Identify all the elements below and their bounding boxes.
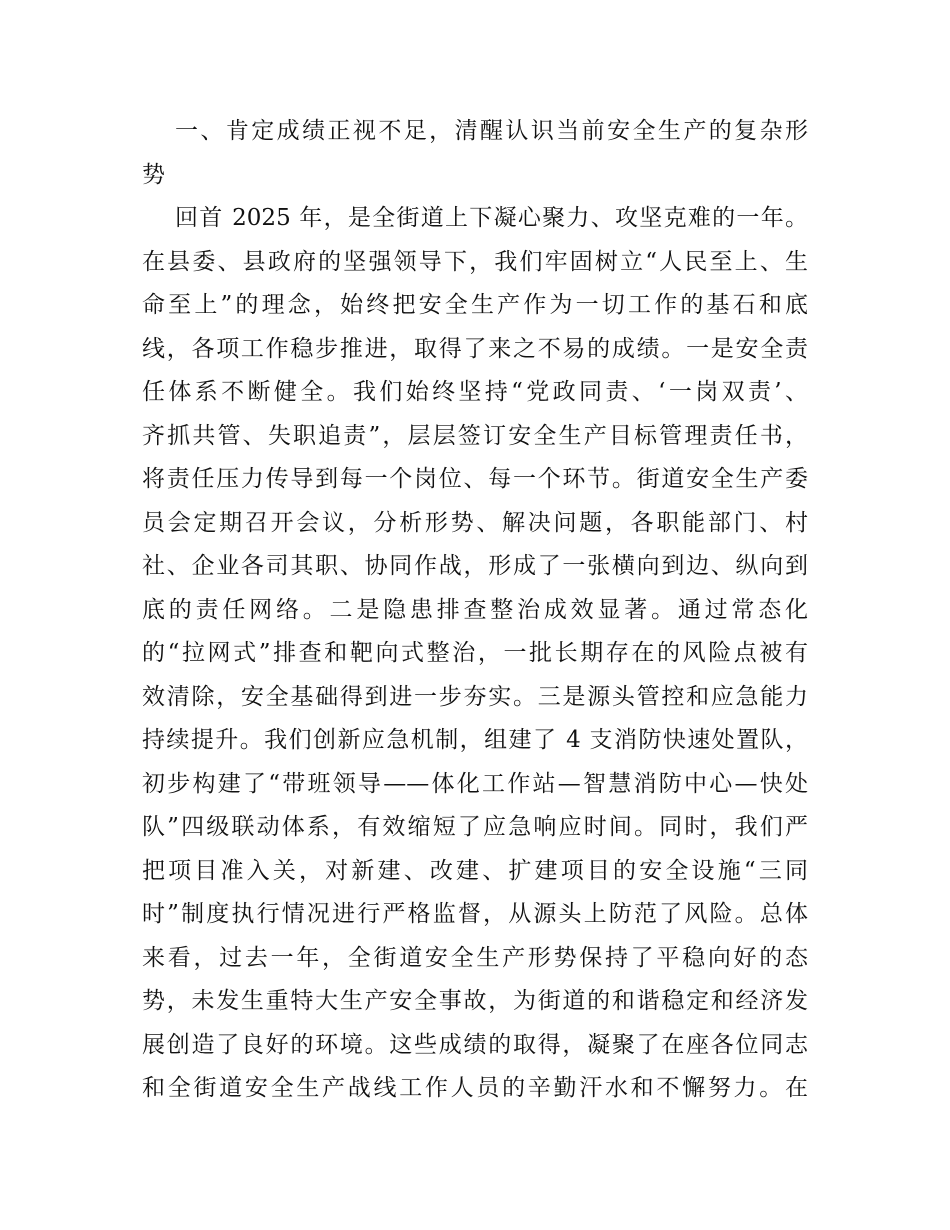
paragraph-line: 任体系不断健全。我们始终坚持“党政同责、‘一岗双责’、: [142, 379, 808, 405]
paragraph-line: 和全街道安全生产战线工作人员的辛勤汗水和不懈努力。在: [142, 1075, 808, 1101]
section-heading-line-1: 一、肯定成绩正视不足，清醒认识当前安全生产的复杂形: [175, 118, 808, 144]
paragraph-line: 展创造了良好的环境。这些成绩的取得，凝聚了在座各位同志: [142, 1031, 808, 1058]
paragraph-line: 时”制度执行情况进行严格监督，从源头上防范了风险。总体: [142, 901, 808, 927]
paragraph-line: 齐抓共管、失职追责”，层层签订安全生产目标管理责任书，: [142, 422, 808, 449]
paragraph-line: 持续提升。我们创新应急机制，组建了 4 支消防快速处置队，: [142, 727, 808, 753]
paragraph-line: 命至上”的理念，始终把安全生产作为一切工作的基石和底: [142, 292, 808, 318]
paragraph-line: 初步构建了“带班领导——体化工作站—智慧消防中心—快处: [142, 770, 808, 797]
paragraph-line: 底的责任网络。二是隐患排查整治成效显著。通过常态化: [142, 596, 808, 623]
paragraph-line: 在县委、县政府的坚强领导下，我们牢固树立“人民至上、生: [142, 248, 808, 275]
paragraph-line: 回首 2025 年，是全街道上下凝心聚力、攻坚克难的一年。: [175, 205, 808, 231]
paragraph-line: 队”四级联动体系，有效缩短了应急响应时间。同时，我们严: [142, 814, 808, 840]
paragraph-line: 社、企业各司其职、协同作战，形成了一张横向到边、纵向到: [142, 553, 808, 579]
paragraph-line: 的“拉网式”排查和靶向式整治，一批长期存在的风险点被有: [142, 640, 808, 666]
paragraph-line: 线，各项工作稳步推进，取得了来之不易的成绩。一是安全责: [142, 335, 808, 362]
paragraph-line: 效清除，安全基础得到进一步夯实。三是源头管控和应急能力: [142, 683, 808, 710]
paragraph-line: 来看，过去一年，全街道安全生产形势保持了平稳向好的态: [142, 944, 808, 971]
document-body: [142, 110, 812, 1111]
paragraph-line: 将责任压力传导到每一个岗位、每一个环节。街道安全生产委: [142, 466, 808, 492]
paragraph-line: 势，未发生重特大生产安全事故，为街道的和谐稳定和经济发: [142, 988, 808, 1014]
paragraph-line: 员会定期召开会议，分析形势、解决问题，各职能部门、村: [142, 509, 808, 536]
paragraph-line: 把项目准入关，对新建、改建、扩建项目的安全设施“三同: [142, 857, 808, 884]
section-heading-line-2: 势: [142, 161, 165, 188]
